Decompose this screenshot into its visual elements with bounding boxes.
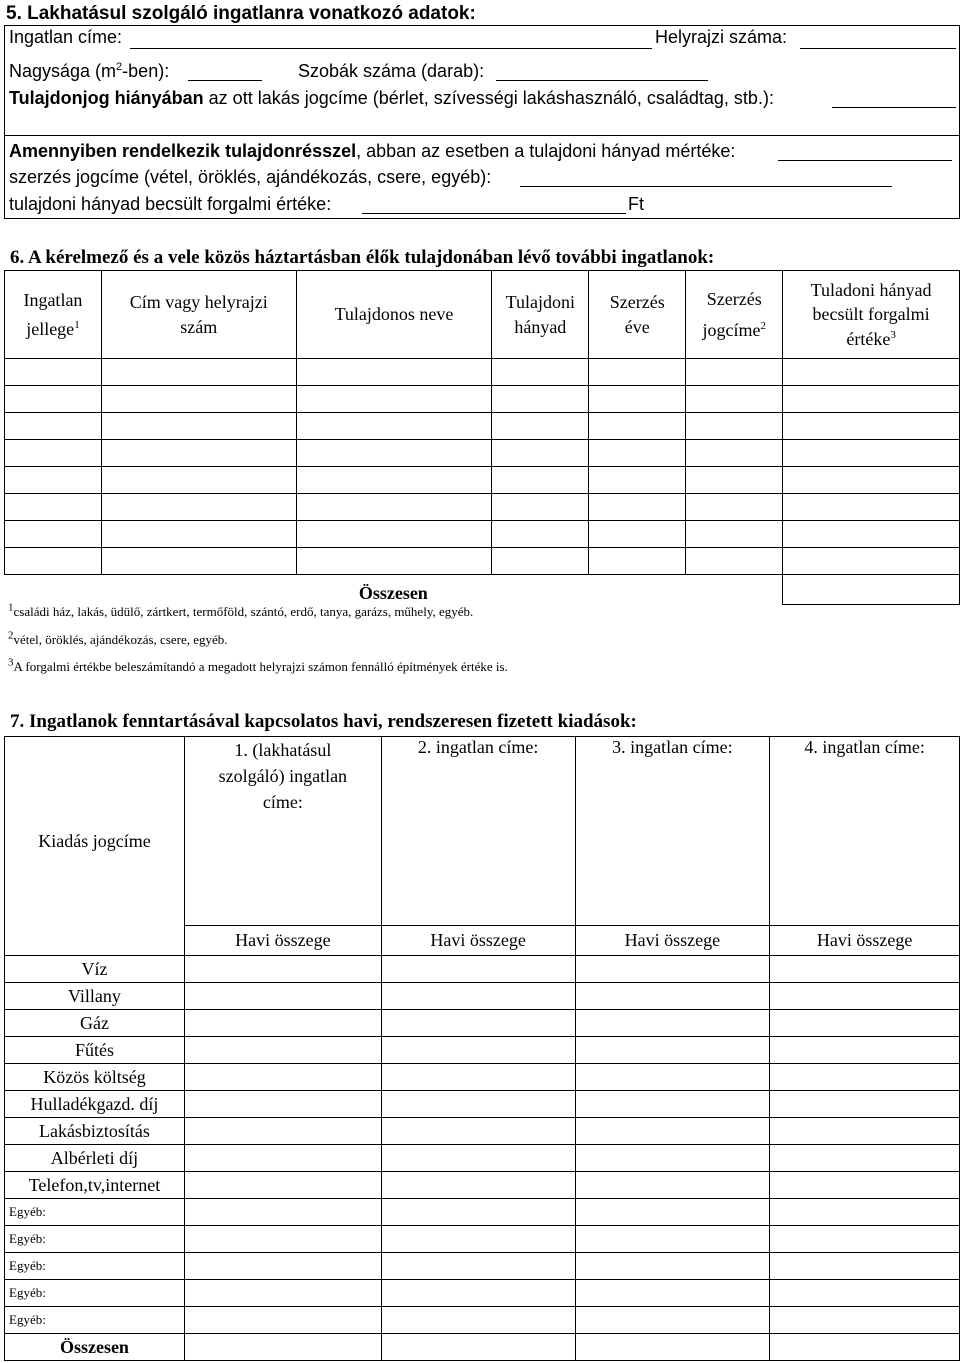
cell[interactable] xyxy=(184,956,381,983)
cell[interactable] xyxy=(184,983,381,1010)
cell[interactable] xyxy=(770,1307,960,1334)
cell[interactable] xyxy=(5,386,102,413)
cell[interactable] xyxy=(381,1199,575,1226)
col-szerzes-jogcime xyxy=(686,271,783,359)
row-header-cell xyxy=(5,737,185,956)
cell[interactable] xyxy=(575,1091,770,1118)
cell[interactable] xyxy=(381,956,575,983)
hrsz-label: Helyrajzi száma: xyxy=(655,27,788,47)
cell[interactable] xyxy=(770,956,960,983)
cell[interactable] xyxy=(492,548,589,575)
ownership-bold: Tulajdonjog hiányában xyxy=(9,88,204,108)
cell[interactable] xyxy=(783,548,960,575)
acq-label: szerzés jogcíme (vétel, öröklés, ajándékozás, csere, egyéb): xyxy=(9,167,492,187)
cell[interactable] xyxy=(5,494,102,521)
cell[interactable] xyxy=(770,1091,960,1118)
cell[interactable] xyxy=(589,548,686,575)
prop2-header xyxy=(381,737,575,926)
prop3-text: 3. ingatlan címe: xyxy=(612,737,733,757)
expense-label: Albérleti díj xyxy=(5,1145,185,1172)
footnote-1 xyxy=(8,601,474,620)
cell[interactable] xyxy=(381,983,575,1010)
cell[interactable] xyxy=(381,1172,575,1199)
fn3-sup: 3 xyxy=(8,656,14,669)
cell[interactable] xyxy=(381,1226,575,1253)
fn2-sup: 2 xyxy=(8,629,14,642)
cell[interactable] xyxy=(783,521,960,548)
share-rest: , abban az esetben a tulajdoni hányad mértéke: xyxy=(356,141,736,161)
cell[interactable] xyxy=(686,413,783,440)
cell[interactable] xyxy=(589,359,686,386)
cell[interactable] xyxy=(296,440,492,467)
col7-sup: 3 xyxy=(890,328,896,341)
total-row xyxy=(5,575,960,605)
other-row xyxy=(5,1253,960,1280)
cell[interactable] xyxy=(492,440,589,467)
cell[interactable] xyxy=(296,386,492,413)
cell[interactable] xyxy=(575,1118,770,1145)
size-label-post: -ben): xyxy=(122,61,170,81)
expenses-table xyxy=(4,736,960,1361)
address-field[interactable] xyxy=(130,48,652,49)
cell[interactable] xyxy=(184,1199,381,1226)
col2-text: Cím vagy helyrajzi szám xyxy=(129,292,268,337)
share-line xyxy=(9,141,735,162)
col-forgalmi-ertek xyxy=(783,271,960,359)
row-header: Kiadás jogcíme xyxy=(38,831,151,851)
cell[interactable] xyxy=(184,1226,381,1253)
cell[interactable] xyxy=(381,1064,575,1091)
value-field[interactable] xyxy=(362,213,626,214)
expense-label: Közös költség xyxy=(5,1064,185,1091)
cell[interactable] xyxy=(770,1334,960,1361)
col7-line1: Tuladoni hányad becsült forgalmi xyxy=(810,280,932,325)
cell[interactable] xyxy=(5,521,102,548)
address-label: Ingatlan címe: xyxy=(9,27,123,47)
cell[interactable] xyxy=(101,467,296,494)
col1-sup: 1 xyxy=(74,318,80,331)
cell[interactable] xyxy=(296,494,492,521)
cell[interactable] xyxy=(184,1010,381,1037)
cell[interactable] xyxy=(381,1334,575,1361)
prop3-header xyxy=(575,737,770,926)
total-label: Összesen xyxy=(5,575,783,605)
section5-title: 5. Lakhatásul szolgáló ingatlanra vonatkozó adatok: xyxy=(6,3,476,24)
cell[interactable] xyxy=(783,359,960,386)
col7-line2 xyxy=(783,327,959,351)
cell[interactable] xyxy=(101,386,296,413)
cell[interactable] xyxy=(381,1118,575,1145)
fn2-text: vétel, öröklés, ajándékozás, csere, egyéb. xyxy=(13,632,228,647)
cell[interactable] xyxy=(296,467,492,494)
col1-line2 xyxy=(5,317,101,341)
cell[interactable] xyxy=(575,1307,770,1334)
col5-text: Szerzés éve xyxy=(609,292,665,337)
cell[interactable] xyxy=(770,1253,960,1280)
cell[interactable] xyxy=(184,1091,381,1118)
other-label: Egyéb: xyxy=(5,1226,185,1253)
col-tulajdoni-hanyad xyxy=(492,271,589,359)
expense-row xyxy=(5,1118,960,1145)
fn3-text: A forgalmi értékbe beleszámítandó a megadott helyrajzi számon fennálló építmények értéke is. xyxy=(13,659,508,674)
share-field[interactable] xyxy=(778,160,952,161)
cell[interactable] xyxy=(686,548,783,575)
cell[interactable] xyxy=(184,1280,381,1307)
other-label: Egyéb: xyxy=(5,1199,185,1226)
monthly-label-4: Havi összege xyxy=(770,926,960,956)
other-row xyxy=(5,1226,960,1253)
prop2-text: 2. ingatlan címe: xyxy=(417,737,539,757)
cell[interactable] xyxy=(686,467,783,494)
cell[interactable] xyxy=(381,1037,575,1064)
col-cim xyxy=(101,271,296,359)
expense-row xyxy=(5,1064,960,1091)
cell[interactable] xyxy=(492,521,589,548)
cell[interactable] xyxy=(5,548,102,575)
cell[interactable] xyxy=(575,1199,770,1226)
cell[interactable] xyxy=(770,1199,960,1226)
cell[interactable] xyxy=(184,1064,381,1091)
other-row xyxy=(5,1280,960,1307)
cell[interactable] xyxy=(381,1010,575,1037)
footnote-2 xyxy=(8,629,228,648)
cell[interactable] xyxy=(575,1037,770,1064)
size-sup: 2 xyxy=(116,61,123,73)
cell[interactable] xyxy=(589,440,686,467)
footnote-3 xyxy=(8,656,508,675)
other-row xyxy=(5,1199,960,1226)
cell[interactable] xyxy=(686,494,783,521)
cell[interactable] xyxy=(184,1253,381,1280)
cell[interactable] xyxy=(686,386,783,413)
cell[interactable] xyxy=(770,1118,960,1145)
other-label: Egyéb: xyxy=(5,1280,185,1307)
col1-line2-text: jellege xyxy=(26,318,75,339)
properties-header-row xyxy=(5,271,960,359)
expense-row xyxy=(5,1145,960,1172)
cell[interactable] xyxy=(184,1307,381,1334)
expenses-header-row xyxy=(5,737,960,926)
cell[interactable] xyxy=(783,413,960,440)
cell[interactable] xyxy=(184,1172,381,1199)
prop1-text: 1. (lakhatásul szolgáló) ingatlan címe: xyxy=(218,740,348,813)
cell[interactable] xyxy=(101,413,296,440)
monthly-label-1: Havi összege xyxy=(184,926,381,956)
cell[interactable] xyxy=(5,440,102,467)
cell[interactable] xyxy=(575,1010,770,1037)
section5-divider xyxy=(4,135,960,136)
cell[interactable] xyxy=(101,359,296,386)
col4-text: Tulajdoni hányad xyxy=(505,292,575,337)
expense-label: Gáz xyxy=(5,1010,185,1037)
cell[interactable] xyxy=(575,1172,770,1199)
cell[interactable] xyxy=(686,440,783,467)
cell[interactable] xyxy=(589,521,686,548)
cell[interactable] xyxy=(101,521,296,548)
expense-row xyxy=(5,1010,960,1037)
fn1-sup: 1 xyxy=(8,601,14,614)
col-tulajdonos xyxy=(296,271,492,359)
other-label: Egyéb: xyxy=(5,1307,185,1334)
cell[interactable] xyxy=(184,1037,381,1064)
col-szerzes-eve xyxy=(589,271,686,359)
cell[interactable] xyxy=(492,413,589,440)
prop1-header xyxy=(184,737,381,926)
value-unit: Ft xyxy=(628,194,644,214)
monthly-label-2: Havi összege xyxy=(381,926,575,956)
col7-line2-text: értéke xyxy=(846,328,891,349)
cell[interactable] xyxy=(770,1145,960,1172)
cell[interactable] xyxy=(783,386,960,413)
cell[interactable] xyxy=(575,1145,770,1172)
table-row xyxy=(5,494,960,521)
expense-label: Lakásbiztosítás xyxy=(5,1118,185,1145)
cell[interactable] xyxy=(296,521,492,548)
expense-row xyxy=(5,1091,960,1118)
cell[interactable] xyxy=(101,494,296,521)
cell[interactable] xyxy=(575,1226,770,1253)
ownership-field[interactable] xyxy=(832,107,956,108)
col6-line1: Szerzés xyxy=(706,289,762,310)
table-row xyxy=(5,359,960,386)
acq-field[interactable] xyxy=(520,186,892,187)
cell[interactable] xyxy=(184,1118,381,1145)
cell[interactable] xyxy=(101,440,296,467)
table-row xyxy=(5,521,960,548)
col3-text: Tulajdonos neve xyxy=(334,304,454,325)
expense-row xyxy=(5,1172,960,1199)
cell[interactable] xyxy=(770,1172,960,1199)
total-value-cell[interactable] xyxy=(783,575,960,605)
cell[interactable] xyxy=(492,386,589,413)
cell[interactable] xyxy=(575,956,770,983)
table-row xyxy=(5,548,960,575)
expense-label: Villany xyxy=(5,983,185,1010)
prop4-header xyxy=(770,737,960,926)
properties-table xyxy=(4,270,960,605)
cell[interactable] xyxy=(589,494,686,521)
cell[interactable] xyxy=(184,1145,381,1172)
other-label: Egyéb: xyxy=(5,1253,185,1280)
table-row xyxy=(5,413,960,440)
monthly-label-3: Havi összege xyxy=(575,926,770,956)
cell[interactable] xyxy=(381,1280,575,1307)
size-field[interactable] xyxy=(188,80,262,81)
cell[interactable] xyxy=(686,521,783,548)
cell[interactable] xyxy=(770,983,960,1010)
cell[interactable] xyxy=(5,359,102,386)
cell[interactable] xyxy=(770,1064,960,1091)
cell[interactable] xyxy=(783,440,960,467)
cell[interactable] xyxy=(770,1280,960,1307)
cell[interactable] xyxy=(575,1064,770,1091)
section6-title: 6. A kérelmező és a vele közös háztartásban élők tulajdonában lévő további ingatlanok: xyxy=(10,247,715,268)
expense-row xyxy=(5,956,960,983)
share-bold: Amennyiben rendelkezik tulajdonrésszel xyxy=(9,141,357,161)
col6-line2 xyxy=(686,318,782,342)
cell[interactable] xyxy=(492,494,589,521)
col-ingatlan-jellege xyxy=(5,271,102,359)
cell[interactable] xyxy=(575,1280,770,1307)
other-row xyxy=(5,1307,960,1334)
size-label-text: Nagysága (m xyxy=(9,61,117,81)
cell[interactable] xyxy=(296,548,492,575)
col6-line2-text: jogcíme xyxy=(702,319,761,340)
cell[interactable] xyxy=(770,1037,960,1064)
cell[interactable] xyxy=(589,386,686,413)
cell[interactable] xyxy=(381,1253,575,1280)
cell[interactable] xyxy=(381,1307,575,1334)
hrsz-field[interactable] xyxy=(800,48,956,49)
section5-box xyxy=(4,25,960,219)
cell[interactable] xyxy=(381,1145,575,1172)
cell[interactable] xyxy=(184,1334,381,1361)
rooms-label: Szobák száma (darab): xyxy=(298,61,485,81)
cell[interactable] xyxy=(296,413,492,440)
expense-row xyxy=(5,983,960,1010)
expenses-total-row xyxy=(5,1334,960,1361)
cell[interactable] xyxy=(686,359,783,386)
cell[interactable] xyxy=(101,548,296,575)
section7-title: 7. Ingatlanok fenntartásával kapcsolatos havi, rendszeresen fizetett kiadások: xyxy=(10,711,637,732)
cell[interactable] xyxy=(381,1091,575,1118)
fn1-text: családi ház, lakás, üdülő, zártkert, termőföld, szántó, erdő, tanya, garázs, műhely, egyéb. xyxy=(13,604,474,619)
expense-label: Telefon,tv,internet xyxy=(5,1172,185,1199)
cell[interactable] xyxy=(575,983,770,1010)
ownership-rest: az ott lakás jogcíme (bérlet, szívességi lakáshasználó, családtag, stb.): xyxy=(203,88,774,108)
cell[interactable] xyxy=(492,359,589,386)
cell[interactable] xyxy=(492,467,589,494)
expense-row xyxy=(5,1037,960,1064)
cell[interactable] xyxy=(575,1253,770,1280)
cell[interactable] xyxy=(770,1010,960,1037)
cell[interactable] xyxy=(783,494,960,521)
cell[interactable] xyxy=(589,413,686,440)
expense-label: Fűtés xyxy=(5,1037,185,1064)
expense-label: Hulladékgazd. díj xyxy=(5,1091,185,1118)
cell[interactable] xyxy=(5,467,102,494)
table-row xyxy=(5,440,960,467)
table-row xyxy=(5,467,960,494)
ownership-line xyxy=(9,88,774,109)
cell[interactable] xyxy=(296,359,492,386)
col6-sup: 2 xyxy=(760,319,766,332)
value-label: tulajdoni hányad becsült forgalmi értéke: xyxy=(9,194,332,214)
cell[interactable] xyxy=(770,1226,960,1253)
cell[interactable] xyxy=(589,467,686,494)
prop4-text: 4. ingatlan címe: xyxy=(804,737,925,757)
size-label xyxy=(9,61,169,82)
cell[interactable] xyxy=(575,1334,770,1361)
col1-line1: Ingatlan xyxy=(23,290,83,311)
cell[interactable] xyxy=(5,413,102,440)
expense-label: Víz xyxy=(5,956,185,983)
rooms-field[interactable] xyxy=(496,80,708,81)
expenses-total-label: Összesen xyxy=(5,1334,185,1361)
cell[interactable] xyxy=(783,467,960,494)
table-row xyxy=(5,386,960,413)
